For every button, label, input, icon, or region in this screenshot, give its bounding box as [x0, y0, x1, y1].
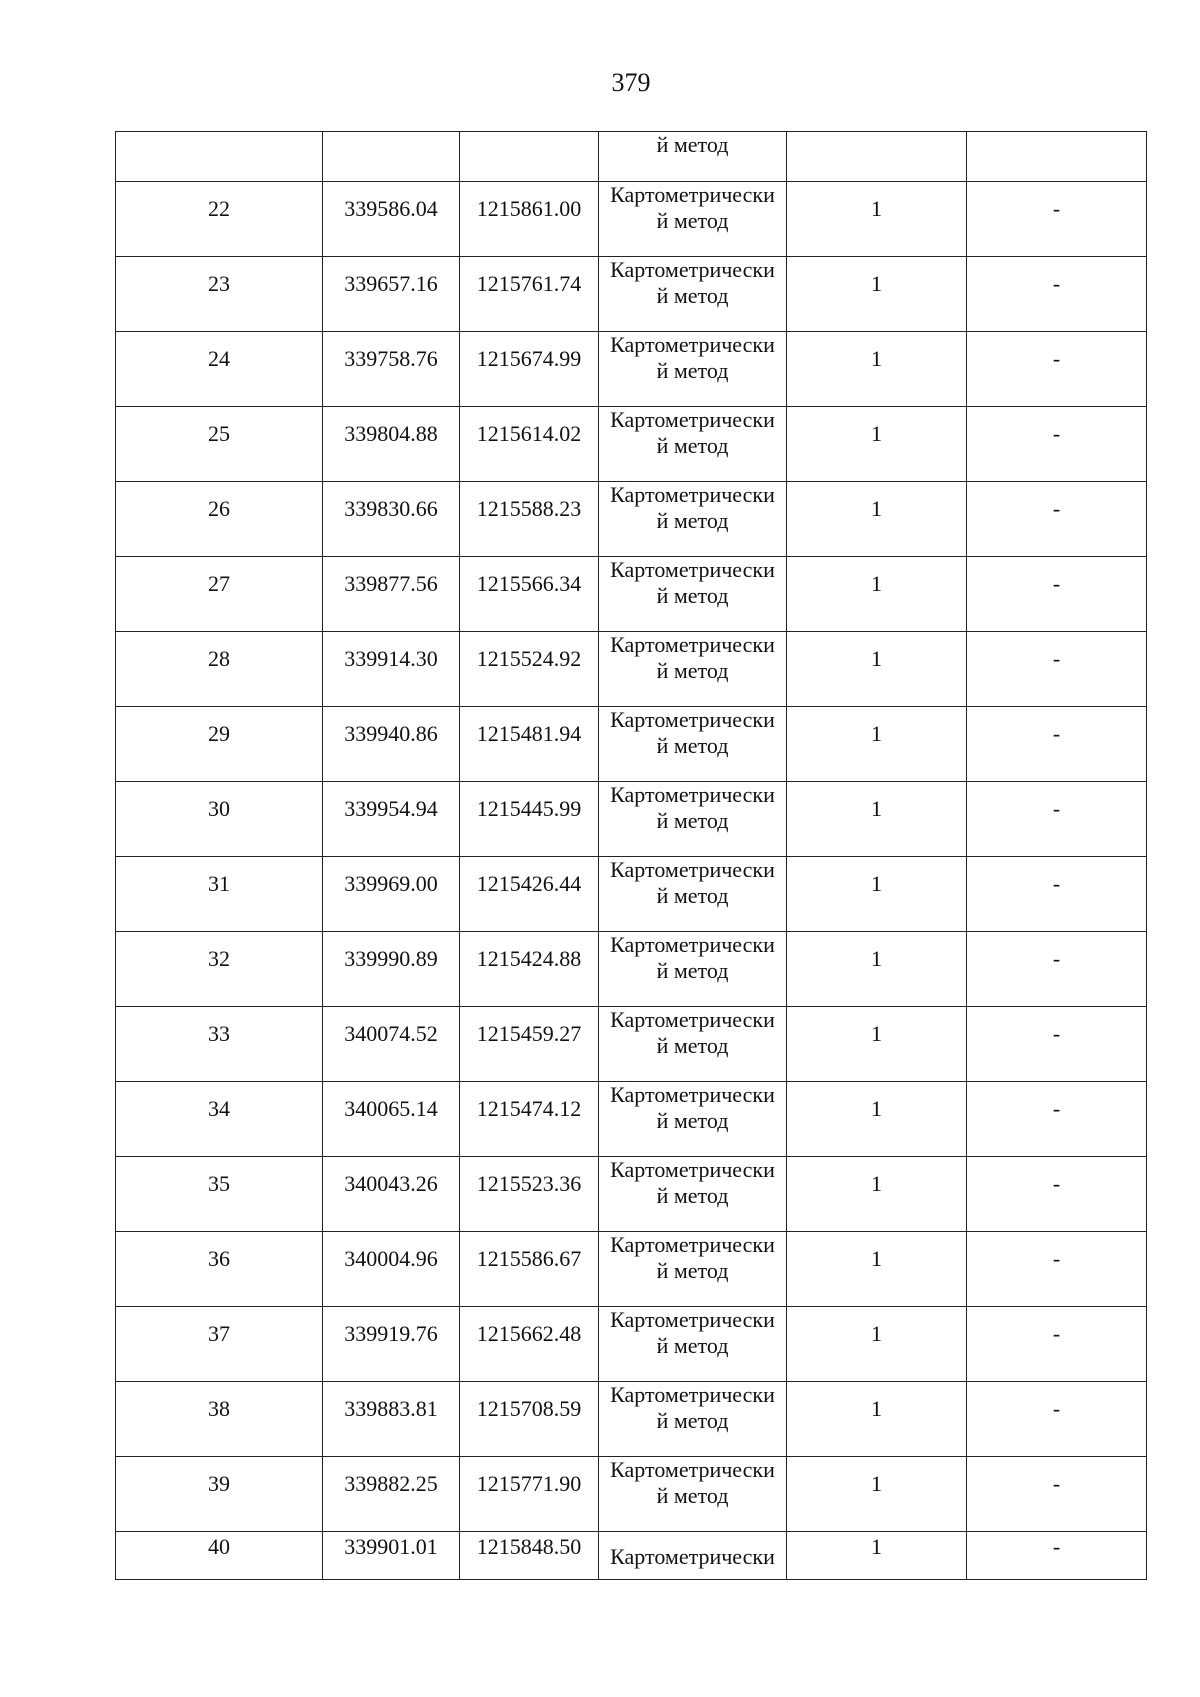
cell-description: -: [967, 1157, 1147, 1232]
cell-accuracy: 1: [787, 782, 967, 857]
coordinates-table: [115, 131, 1147, 1580]
method-text: й метод: [656, 808, 729, 833]
cell-x: 339990.89: [323, 932, 460, 1007]
method-text: Картометрически: [610, 482, 775, 507]
cell-method: [599, 182, 787, 257]
cell-point-number: 36: [116, 1232, 323, 1307]
cell-accuracy: 1: [787, 1382, 967, 1457]
cell-y: 1215708.59: [460, 1382, 599, 1457]
cell-method: [599, 407, 787, 482]
cell-accuracy: 1: [787, 557, 967, 632]
method-text: Картометрически: [610, 257, 775, 282]
method-text: й метод: [656, 208, 729, 233]
cell-method: [599, 1307, 787, 1382]
table-row: [116, 707, 1147, 782]
method-text: Картометрически: [610, 1457, 775, 1482]
cell-point-number: 40: [116, 1532, 323, 1580]
cell-accuracy: 1: [787, 857, 967, 932]
cell-point-number: 24: [116, 332, 323, 407]
method-text: Картометрически: [610, 1544, 775, 1569]
cell-description: -: [967, 482, 1147, 557]
cell-description: -: [967, 857, 1147, 932]
method-text: й метод: [656, 433, 729, 458]
cell-point-number: 22: [116, 182, 323, 257]
cell-method: [599, 1232, 787, 1307]
page-number: 379: [611, 68, 651, 97]
cell-y: [460, 132, 599, 182]
method-text: й метод: [656, 358, 729, 383]
table-row: [116, 182, 1147, 257]
cell-description: -: [967, 557, 1147, 632]
cell-accuracy: [787, 132, 967, 182]
method-text: й метод: [656, 1108, 729, 1133]
cell-method: [599, 632, 787, 707]
cell-x: 339877.56: [323, 557, 460, 632]
cell-accuracy: 1: [787, 632, 967, 707]
cell-description: -: [967, 1007, 1147, 1082]
table-row: [116, 1007, 1147, 1082]
cell-x: 340074.52: [323, 1007, 460, 1082]
cell-y: 1215523.36: [460, 1157, 599, 1232]
cell-description: [967, 132, 1147, 182]
method-text: Картометрически: [610, 332, 775, 357]
method-text: й метод: [656, 883, 729, 908]
cell-method: [599, 332, 787, 407]
table-row: [116, 1157, 1147, 1232]
method-text: Картометрически: [610, 932, 775, 957]
cell-point-number: 23: [116, 257, 323, 332]
cell-x: 339830.66: [323, 482, 460, 557]
method-text: й метод: [656, 1258, 729, 1283]
cell-y: 1215445.99: [460, 782, 599, 857]
cell-accuracy: 1: [787, 1457, 967, 1532]
cell-point-number: 33: [116, 1007, 323, 1082]
cell-y: 1215459.27: [460, 1007, 599, 1082]
cell-method: [599, 482, 787, 557]
cell-accuracy: 1: [787, 182, 967, 257]
table-row: [116, 857, 1147, 932]
cell-accuracy: 1: [787, 257, 967, 332]
cell-point-number: 38: [116, 1382, 323, 1457]
table-row: [116, 332, 1147, 407]
cell-method: [599, 1157, 787, 1232]
cell-point-number: 37: [116, 1307, 323, 1382]
cell-point-number: 39: [116, 1457, 323, 1532]
table-row: [116, 1232, 1147, 1307]
cell-description: -: [967, 257, 1147, 332]
cell-y: 1215674.99: [460, 332, 599, 407]
cell-x: 339883.81: [323, 1382, 460, 1457]
cell-x: 339919.76: [323, 1307, 460, 1382]
cell-y: 1215588.23: [460, 482, 599, 557]
cell-point-number: 30: [116, 782, 323, 857]
cell-point-number: 34: [116, 1082, 323, 1157]
cell-method: [599, 1382, 787, 1457]
cell-y: 1215761.74: [460, 257, 599, 332]
cell-y: 1215474.12: [460, 1082, 599, 1157]
cell-description: -: [967, 1232, 1147, 1307]
cell-method: [599, 132, 787, 182]
cell-y: 1215426.44: [460, 857, 599, 932]
cell-method: [599, 1457, 787, 1532]
cell-point-number: 26: [116, 482, 323, 557]
cell-method: [599, 1007, 787, 1082]
cell-point-number: 35: [116, 1157, 323, 1232]
cell-y: 1215586.67: [460, 1232, 599, 1307]
cell-point-number: 27: [116, 557, 323, 632]
cell-accuracy: 1: [787, 332, 967, 407]
table-body: [116, 132, 1147, 1580]
cell-y: 1215848.50: [460, 1532, 599, 1580]
method-text: Картометрически: [610, 857, 775, 882]
table-row-last: [116, 1532, 1147, 1580]
method-text: Картометрически: [610, 1232, 775, 1257]
cell-description: -: [967, 1082, 1147, 1157]
cell-x: 339758.76: [323, 332, 460, 407]
method-text: й метод: [656, 1408, 729, 1433]
method-text: й метод: [656, 1183, 729, 1208]
method-text: й метод: [656, 583, 729, 608]
cell-x: 340043.26: [323, 1157, 460, 1232]
table-row-continued: [116, 132, 1147, 182]
cell-accuracy: 1: [787, 482, 967, 557]
table-row: [116, 407, 1147, 482]
cell-x: 339882.25: [323, 1457, 460, 1532]
cell-accuracy: 1: [787, 1007, 967, 1082]
cell-x: 339901.01: [323, 1532, 460, 1580]
cell-y: 1215861.00: [460, 182, 599, 257]
method-text: й метод: [656, 132, 729, 157]
cell-description: -: [967, 1307, 1147, 1382]
method-text: й метод: [656, 658, 729, 683]
cell-accuracy: 1: [787, 407, 967, 482]
table-row: [116, 257, 1147, 332]
cell-x: 339804.88: [323, 407, 460, 482]
cell-accuracy: 1: [787, 707, 967, 782]
cell-x: [323, 132, 460, 182]
cell-description: -: [967, 932, 1147, 1007]
cell-x: 339969.00: [323, 857, 460, 932]
table-row: [116, 632, 1147, 707]
cell-description: -: [967, 182, 1147, 257]
cell-accuracy: 1: [787, 932, 967, 1007]
method-text: Картометрически: [610, 632, 775, 657]
cell-accuracy: 1: [787, 1532, 967, 1580]
cell-x: 339914.30: [323, 632, 460, 707]
cell-method: [599, 1082, 787, 1157]
cell-accuracy: 1: [787, 1307, 967, 1382]
method-text: Картометрически: [610, 707, 775, 732]
table-row: [116, 1382, 1147, 1457]
method-text: Картометрически: [610, 1382, 775, 1407]
cell-method: [599, 932, 787, 1007]
method-text: й метод: [656, 958, 729, 983]
cell-accuracy: 1: [787, 1157, 967, 1232]
method-text: Картометрически: [610, 1007, 775, 1032]
method-text: Картометрически: [610, 782, 775, 807]
cell-method: [599, 707, 787, 782]
cell-y: 1215662.48: [460, 1307, 599, 1382]
cell-y: 1215566.34: [460, 557, 599, 632]
cell-method: [599, 257, 787, 332]
cell-method: [599, 1532, 787, 1580]
cell-description: -: [967, 332, 1147, 407]
cell-method: [599, 857, 787, 932]
cell-x: 339940.86: [323, 707, 460, 782]
cell-x: 340004.96: [323, 1232, 460, 1307]
cell-point-number: 31: [116, 857, 323, 932]
cell-description: -: [967, 632, 1147, 707]
method-text: й метод: [656, 1333, 729, 1358]
table-row: [116, 932, 1147, 1007]
cell-accuracy: 1: [787, 1232, 967, 1307]
cell-description: -: [967, 1532, 1147, 1580]
cell-description: -: [967, 782, 1147, 857]
method-text: Картометрически: [610, 557, 775, 582]
table-row: [116, 482, 1147, 557]
cell-description: -: [967, 707, 1147, 782]
cell-description: -: [967, 1382, 1147, 1457]
cell-x: 340065.14: [323, 1082, 460, 1157]
cell-point-number: 25: [116, 407, 323, 482]
cell-y: 1215614.02: [460, 407, 599, 482]
cell-point-number: 28: [116, 632, 323, 707]
cell-method: [599, 782, 787, 857]
method-text: й метод: [656, 283, 729, 308]
cell-description: -: [967, 1457, 1147, 1532]
cell-x: 339586.04: [323, 182, 460, 257]
method-text: Картометрически: [610, 182, 775, 207]
table-row: [116, 1457, 1147, 1532]
table-row: [116, 1307, 1147, 1382]
cell-x: 339954.94: [323, 782, 460, 857]
cell-point-number: 32: [116, 932, 323, 1007]
method-text: Картометрически: [610, 1307, 775, 1332]
table-row: [116, 557, 1147, 632]
method-text: Картометрически: [610, 1082, 775, 1107]
method-text: й метод: [656, 508, 729, 533]
cell-point-number: 29: [116, 707, 323, 782]
cell-point-number: [116, 132, 323, 182]
method-text: Картометрически: [610, 1157, 775, 1182]
cell-accuracy: 1: [787, 1082, 967, 1157]
table-row: [116, 782, 1147, 857]
cell-method: [599, 557, 787, 632]
cell-description: -: [967, 407, 1147, 482]
method-text: Картометрически: [610, 407, 775, 432]
cell-y: 1215481.94: [460, 707, 599, 782]
cell-y: 1215524.92: [460, 632, 599, 707]
cell-y: 1215771.90: [460, 1457, 599, 1532]
table-row: [116, 1082, 1147, 1157]
method-text: й метод: [656, 1483, 729, 1508]
method-text: й метод: [656, 1033, 729, 1058]
cell-y: 1215424.88: [460, 932, 599, 1007]
method-text: й метод: [656, 733, 729, 758]
cell-x: 339657.16: [323, 257, 460, 332]
